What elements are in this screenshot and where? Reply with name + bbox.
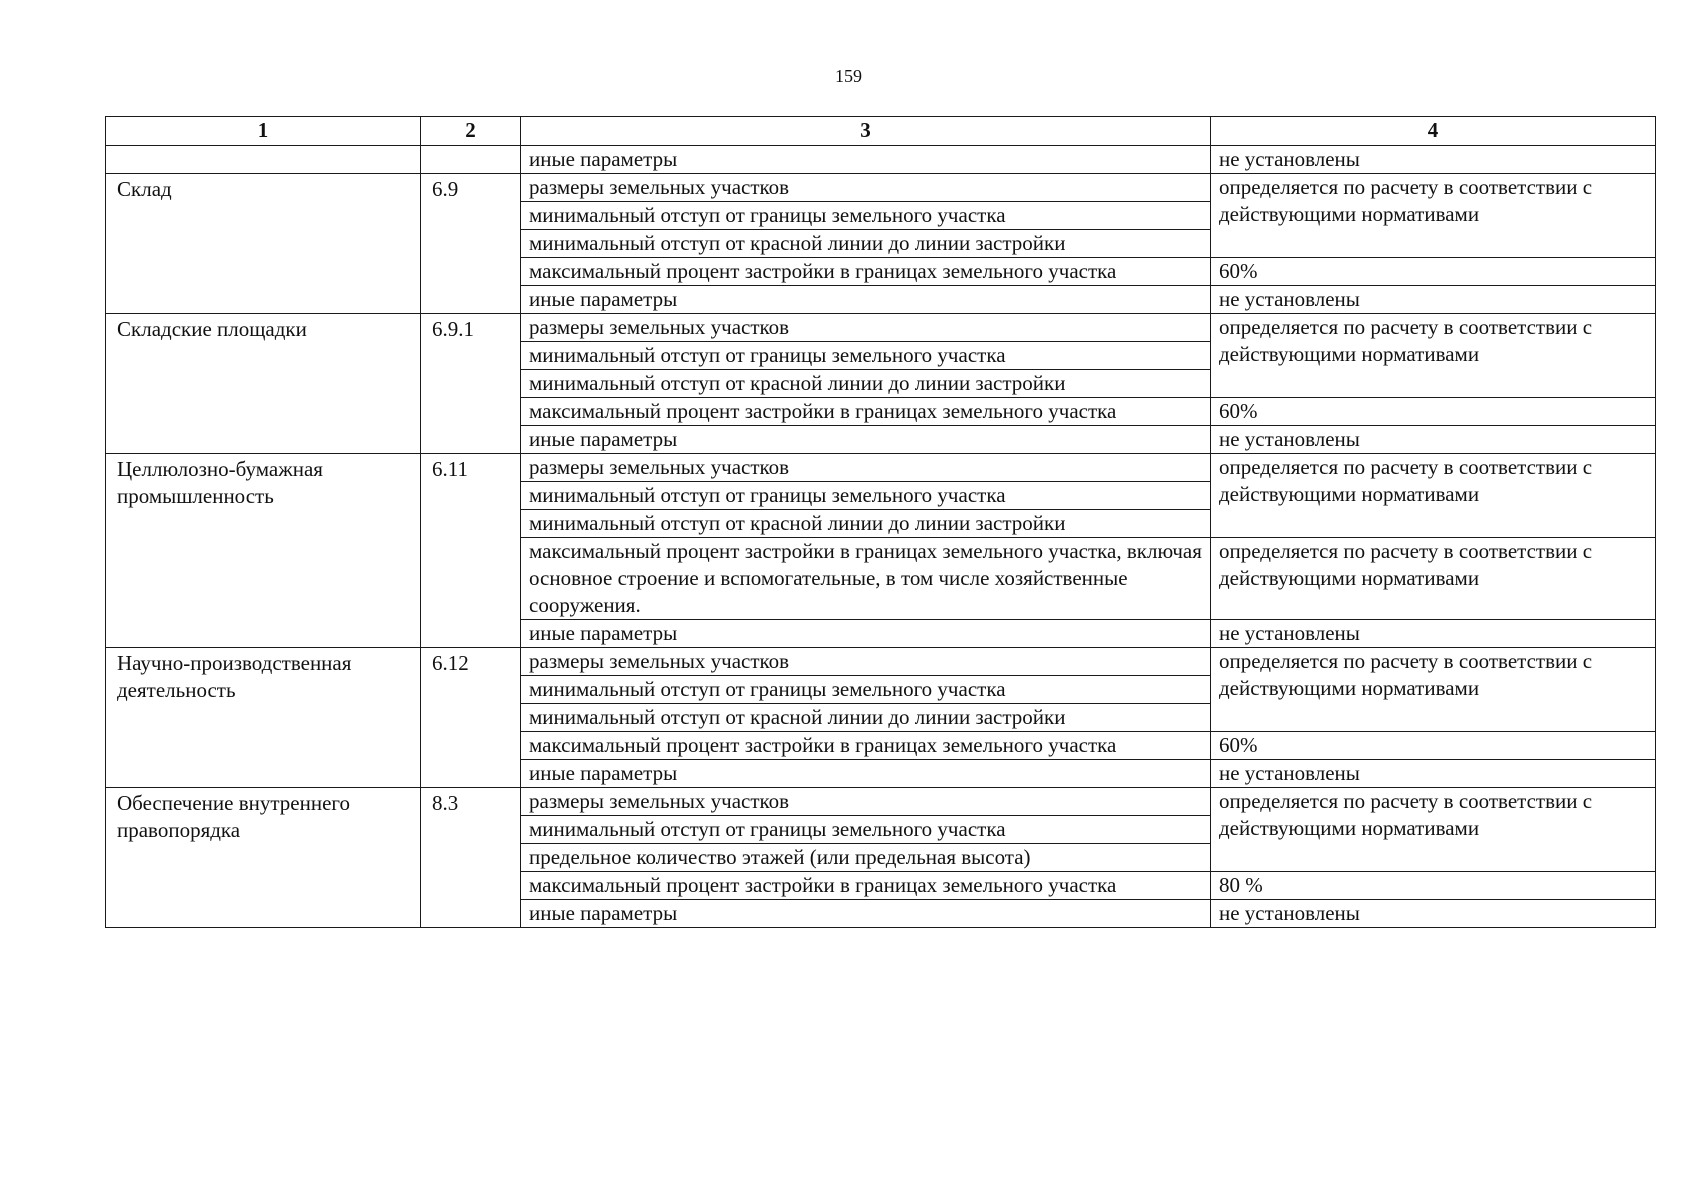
use-type-name: Склад (106, 174, 421, 314)
param-cell: минимальный отступ от красной линии до линии застройки (521, 510, 1211, 538)
use-type-code: 6.11 (421, 454, 521, 648)
value-cell: не установлены (1211, 620, 1656, 648)
param-cell: размеры земельных участков (521, 314, 1211, 342)
value-cell: 80 % (1211, 872, 1656, 900)
group-row (106, 788, 1656, 816)
param-cell: минимальный отступ от границы земельного участка (521, 482, 1211, 510)
value-cell: определяется по расчету в соответствии с действующими нормативами (1211, 788, 1656, 872)
group-row (106, 454, 1656, 482)
use-type-code: 6.12 (421, 648, 521, 788)
param-cell: максимальный процент застройки в границах земельного участка (521, 258, 1211, 286)
param-cell: иные параметры (521, 426, 1211, 454)
use-type-name: Целлюлозно-бумажная промышленность (106, 454, 421, 648)
lead-empty-col-1 (106, 146, 421, 174)
use-type-name: Научно-производственная деятельность (106, 648, 421, 788)
group-row (106, 314, 1656, 342)
param-cell: иные параметры (521, 760, 1211, 788)
value-cell: определяется по расчету в соответствии с действующими нормативами (1211, 648, 1656, 732)
value-cell: определяется по расчету в соответствии с действующими нормативами (1211, 314, 1656, 398)
param-cell: минимальный отступ от границы земельного участка (521, 676, 1211, 704)
value-cell: 60% (1211, 732, 1656, 760)
value-cell: не установлены (1211, 900, 1656, 928)
param-cell: минимальный отступ от границы земельного участка (521, 342, 1211, 370)
param-cell: размеры земельных участков (521, 648, 1211, 676)
value-cell: не установлены (1211, 426, 1656, 454)
use-type-code: 6.9.1 (421, 314, 521, 454)
param-cell: иные параметры (521, 620, 1211, 648)
header-col-4: 4 (1211, 117, 1656, 146)
value-cell: 60% (1211, 258, 1656, 286)
param-cell: иные параметры (521, 900, 1211, 928)
param-cell: предельное количество этажей (или предельная высота) (521, 844, 1211, 872)
header-row (106, 117, 1656, 146)
value-cell: 60% (1211, 398, 1656, 426)
use-type-code: 8.3 (421, 788, 521, 928)
param-cell: минимальный отступ от красной линии до линии застройки (521, 704, 1211, 732)
param-cell: иные параметры (521, 286, 1211, 314)
param-cell: минимальный отступ от границы земельного участка (521, 202, 1211, 230)
param-cell: минимальный отступ от границы земельного участка (521, 816, 1211, 844)
use-type-code: 6.9 (421, 174, 521, 314)
lead-value: не установлены (1211, 146, 1656, 174)
header-col-1: 1 (106, 117, 421, 146)
header-col-2: 2 (421, 117, 521, 146)
group-row (106, 648, 1656, 676)
value-cell: определяется по расчету в соответствии с действующими нормативами (1211, 454, 1656, 538)
param-cell: минимальный отступ от красной линии до линии застройки (521, 230, 1211, 258)
page-number: 159 (835, 66, 862, 86)
header-col-3: 3 (521, 117, 1211, 146)
param-cell: максимальный процент застройки в границах земельного участка (521, 872, 1211, 900)
param-cell: размеры земельных участков (521, 454, 1211, 482)
use-type-name: Обеспечение внутреннего правопорядка (106, 788, 421, 928)
param-cell: максимальный процент застройки в границах земельного участка (521, 398, 1211, 426)
lead-row (106, 146, 1656, 174)
param-cell: размеры земельных участков (521, 788, 1211, 816)
param-cell: размеры земельных участков (521, 174, 1211, 202)
value-cell: определяется по расчету в соответствии с действующими нормативами (1211, 538, 1656, 620)
param-cell: максимальный процент застройки в границах земельного участка (521, 732, 1211, 760)
value-cell: определяется по расчету в соответствии с действующими нормативами (1211, 174, 1656, 258)
value-cell: не установлены (1211, 286, 1656, 314)
param-cell: максимальный процент застройки в границах земельного участка, включая основное строение и вспомогательные, в том числе хозяйственные сооружения. (521, 538, 1211, 620)
use-type-name: Складские площадки (106, 314, 421, 454)
group-row (106, 174, 1656, 202)
param-cell: минимальный отступ от красной линии до линии застройки (521, 370, 1211, 398)
value-cell: не установлены (1211, 760, 1656, 788)
lead-param: иные параметры (521, 146, 1211, 174)
parameters-table (105, 116, 1656, 928)
lead-empty-col-2 (421, 146, 521, 174)
